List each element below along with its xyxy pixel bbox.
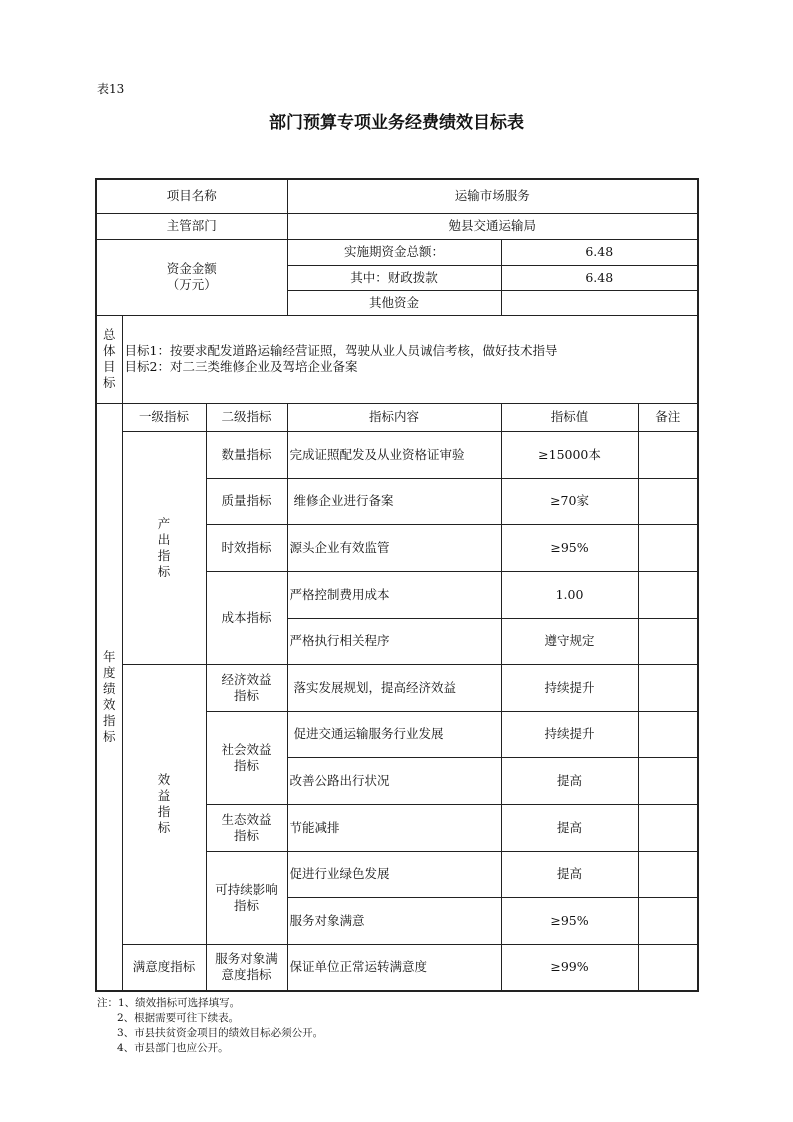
output-indicator-label <box>122 431 206 664</box>
note-1: 注：1、绩效指标可选择填写。 <box>97 997 241 1009</box>
note-cell <box>638 711 698 757</box>
annual-label-text: 年度绩效指标 <box>103 648 116 744</box>
level2-cell: 质量指标 <box>206 478 287 524</box>
level2-text: 服务对象满意度指标 <box>215 951 278 983</box>
header-note: 备注 <box>638 403 698 431</box>
note-cell <box>638 618 698 664</box>
funds-total-label: 实施期资金总额： <box>287 239 501 265</box>
content-cell: 促进交通运输服务行业发展 <box>287 711 501 757</box>
level2-text: 可持续影响指标 <box>215 881 278 913</box>
funds-fiscal-value: 6.48 <box>501 265 698 290</box>
level2-cell: 数量指标 <box>206 431 287 478</box>
value-cell: ≥99% <box>501 944 638 991</box>
overall-goal-label-text: 总体目标 <box>103 327 116 390</box>
funds-other-value <box>501 290 698 315</box>
table-number: 表13 <box>97 82 125 96</box>
overall-goal-label <box>96 315 122 403</box>
department-value: 勉县交通运输局 <box>287 213 698 239</box>
level2-cell: 时效指标 <box>206 524 287 571</box>
value-cell: 提高 <box>501 851 638 897</box>
value-cell: 1.00 <box>501 571 638 618</box>
content-cell: 源头企业有效监管 <box>287 524 501 571</box>
value-cell: 持续提升 <box>501 711 638 757</box>
level2-cell <box>206 851 287 944</box>
value-cell: ≥95% <box>501 897 638 944</box>
level2-text: 生态效益指标 <box>221 811 272 843</box>
value-cell: 提高 <box>501 804 638 851</box>
value-cell: ≥15000本 <box>501 431 638 478</box>
header-level2: 二级指标 <box>206 403 287 431</box>
content-cell: 服务对象满意 <box>287 897 501 944</box>
goal-2: 目标2：对二三类维修企业及驾培企业备案 <box>124 359 358 374</box>
annual-indicator-label <box>96 403 122 991</box>
content-cell: 保证单位正常运转满意度 <box>287 944 501 991</box>
level2-cell <box>206 711 287 804</box>
funds-other-label: 其他资金 <box>287 290 501 315</box>
benefit-label-text: 效益指标 <box>157 772 171 835</box>
overall-goals <box>122 315 698 403</box>
satisfaction-indicator-label: 满意度指标 <box>122 944 206 991</box>
note-cell <box>638 757 698 804</box>
content-cell: 严格执行相关程序 <box>287 618 501 664</box>
department-label: 主管部门 <box>96 213 287 239</box>
output-label-text: 产出指标 <box>157 515 171 579</box>
note-cell <box>638 897 698 944</box>
funds-total-value: 6.48 <box>501 239 698 265</box>
note-2: 2、根据需要可往下续表。 <box>117 1012 240 1024</box>
note-cell <box>638 851 698 897</box>
header-content: 指标内容 <box>287 403 501 431</box>
header-level1: 一级指标 <box>122 403 206 431</box>
benefit-indicator-label <box>122 664 206 944</box>
value-cell: ≥70家 <box>501 478 638 524</box>
note-cell <box>638 524 698 571</box>
funds-fiscal-label: 其中：财政拨款 <box>287 265 501 290</box>
project-name-value: 运输市场服务 <box>287 179 698 213</box>
value-cell: 提高 <box>501 757 638 804</box>
project-name-label: 项目名称 <box>96 179 287 213</box>
value-cell: 持续提升 <box>501 664 638 711</box>
content-cell: 完成证照配发及从业资格证审验 <box>287 431 501 478</box>
note-cell <box>638 478 698 524</box>
note-cell <box>638 944 698 991</box>
note-cell <box>638 571 698 618</box>
footnotes <box>97 996 323 1056</box>
funds-label <box>96 239 287 315</box>
note-cell <box>638 804 698 851</box>
value-cell: 遵守规定 <box>501 618 638 664</box>
content-cell: 促进行业绿色发展 <box>287 851 501 897</box>
content-cell: 严格控制费用成本 <box>287 571 501 618</box>
level2-cell <box>206 944 287 991</box>
content-cell: 节能减排 <box>287 804 501 851</box>
value-cell: ≥95% <box>501 524 638 571</box>
content-cell: 改善公路出行状况 <box>287 757 501 804</box>
goal-1: 目标1：按要求配发道路运输经营证照，驾驶从业人员诚信考核，做好技术指导 <box>124 343 558 358</box>
note-cell <box>638 431 698 478</box>
content-cell: 维修企业进行备案 <box>287 478 501 524</box>
performance-table <box>95 178 699 992</box>
level2-text: 经济效益指标 <box>221 671 272 703</box>
level2-cell: 成本指标 <box>206 571 287 664</box>
funds-label-text: 资金金额 <box>166 261 217 276</box>
level2-cell <box>206 664 287 711</box>
level2-cell <box>206 804 287 851</box>
header-value: 指标值 <box>501 403 638 431</box>
note-3: 3、市县扶贫资金项目的绩效目标必须公开。 <box>117 1027 324 1039</box>
note-cell <box>638 664 698 711</box>
page-title: 部门预算专项业务经费绩效目标表 <box>269 113 524 133</box>
level2-text: 社会效益指标 <box>221 741 272 773</box>
content-cell: 落实发展规划，提高经济效益 <box>287 664 501 711</box>
funds-unit: （万元） <box>166 277 217 292</box>
note-4: 4、市县部门也应公开。 <box>117 1042 229 1054</box>
